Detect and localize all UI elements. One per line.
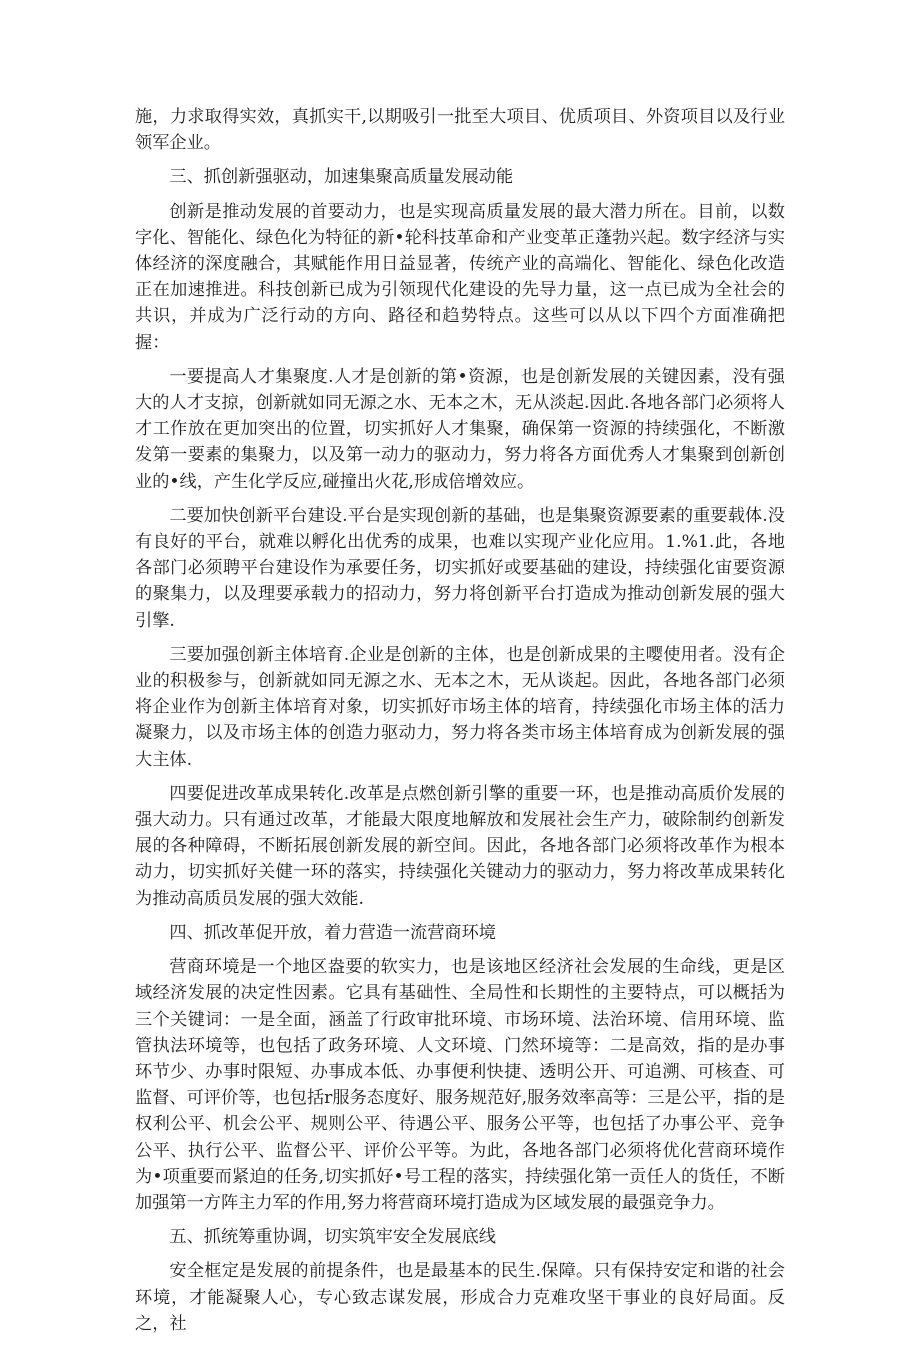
paragraph-reform: 四要促进改革成果转化.改革是点燃创新引擎的重要一环，也是推动高质价发展的强大动力。只有通过改革，才能最大限度地解放和发展社会生产力，破除制约创新发展的各种障碍，不断拓展创新发展的新空间。因此，各地各部门必须将改革作为根本动力，切实抓好关健一环的落实，持续强化关键动力的驱动力，努力将改革成果转化为推动高质员发展的强大效能. <box>135 783 785 909</box>
section-heading-4: 四、抓改革促开放，着力营造一流营商环境 <box>169 922 496 943</box>
paragraph-innovation-intro: 创新是推动发展的首要动力，也是实现高质量发展的最大潜力所在。目前，以数字化、智能化、绿色化为特征的新•轮科技革命和产业变革正蓬勃兴起。数字经济与实体经济的深度融合，其赋能作用日益显著，传统产业的高端化、智能化、绿色化改造正在加速推进。科技创新已成为引领现代化建设的先导力量，这一点已成为全社会的共识，并成为广泛行动的方向、路径和趋势特点。这些可以从以下四个方面准确把握： <box>135 201 785 353</box>
paragraph-business-environment: 营商环境是一个地区盎要的软实力，也是该地区经济社会发展的生命线，更是区域经济发展的决定性因素。它具有基础性、全局性和长期性的主要特点，可以概括为三个关键词：一是全面，涵盖了行政审批环境、市场环境、法治环境、信用环境、监管执法环境等，也包括了政务环境、人文环境、门然环境等：二是高效，指的是办事环节少、办事时限短、办事成本低、办事便利快捷、透明公开、可追溯、可核查、可监督、可评价等，也包括r服务态度好、服务规范好,服务效率高等：三是公平，指的是权利公平、机会公平、规则公平、待遇公平、服务公平等，也包括了办事公平、竞争公平、执行公平、监督公平、评价公平等。为此，各地各部门必须将优化营商环境作为•项重要而紧迫的任务,切实抓好•号工程的落实，持续强化第一贡任人的货任，不断加强第一方阵主力军的作用,努力将营商环境打造成为区域发展的最强竞争力。 <box>135 957 785 1213</box>
section-heading-5: 五、抓统筹重协调，切实筑牢安全发展底线 <box>169 1227 496 1248</box>
paragraph-platform: 二要加快创新平台建设.平台是实现创新的基础，也是集聚资源要素的重要载体.没有良好的平台，就难以孵化出优秀的成果，也难以实现产业化应用。1.%1.此，各地各部门必须聘平台建设作为承要任务，切实抓好或要基础的建设，持续强化宙要资源的聚集力，以及理要承载力的招动力，努力将创新平台打造成为推动创新发展的强大引擎. <box>135 505 785 631</box>
document-body <box>135 104 785 1345</box>
paragraph-safety: 安全框定是发展的前提条件，也是最基本的民生.保障。只有保持安定和谐的社会环境，才能凝聚人心，专心致志谋发展，形成合力克难攻坚干事业的良好局面。反之，社 <box>135 1261 785 1334</box>
paragraph-continued: 施，力求取得实效，真抓实干,以期吸引一批至大项目、优质项目、外资项目以及行业领军企业。 <box>135 107 785 154</box>
paragraph-talent: 一要提高人才集聚度.人才是创新的第•资源，也是创新发展的关键因素，没有强大的人才支掠，创新就如同无源之水、无本之木，无从淡起.因此.各地各部门必须将人才工作放在更加突出的位置，切实抓好人才集聚，确保第一资源的持续强化，不断激发第一要素的集聚力，以及第一动力的驱动力，努力将各方面优秀人才集聚到创新创业的•线，产生化学反应,碰撞出火花,形成倍增效应。 <box>135 366 785 492</box>
section-heading-3: 三、抓创新强驱动，加速集聚高质量发展动能 <box>169 167 514 188</box>
paragraph-enterprise: 三要加强创新主体培育.企业是创新的主体，也是创新成果的主嘤使用者。没有企业的积极参与，创新就如同无源之水、无本之木，无从谈起。因此，各地各部门必须将企业作为创新主体培育对象，切实抓好市场主体的培育，持续强化市场主体的活力凝聚力，以及市场主体的创造力驱动力，努力将各类市场主体培育成为创新发展的强大主体. <box>135 644 785 770</box>
